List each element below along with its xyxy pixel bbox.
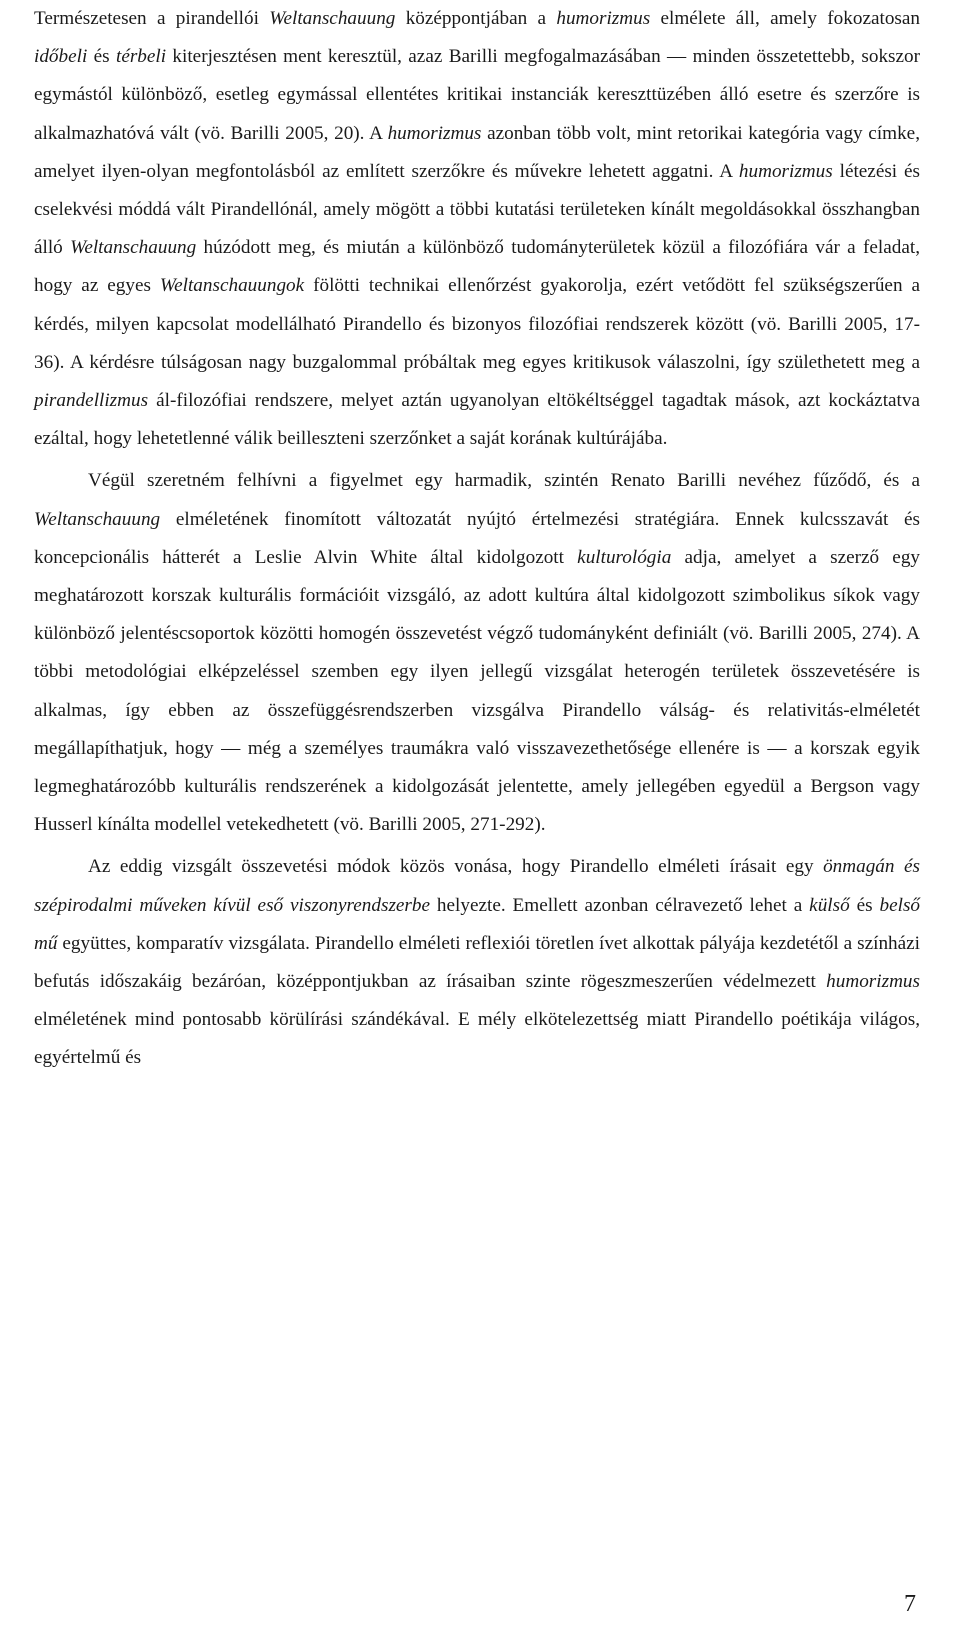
text-run: elméletének finomított változatát nyújtó értelmezési stratégiára. Ennek kulcsszavát és koncepcionális hátterét a Leslie Alvin White által kidolgozott bbox=[34, 508, 920, 568]
italic-text: időbeli bbox=[34, 46, 88, 68]
italic-text: Weltanschauung bbox=[70, 237, 197, 259]
text-run: adja, amelyet a szerző egy meghatározott korszak kulturális formációit vizsgáló, az adott kultúra által kidolgozott szimbolikus síkok vagy különböző jelentéscsoportok közötti homogén összevetést végző tudományként definiált (vö. Barilli 2005, 274). A többi metodológiai elképzeléssel szemben egy ilyen jellegű vizsgálat heterogén területek összevetésére is alkalmas, így ebben az összefüggésrendszerben vizsgálva Pirandello válság- és relativitás-elméletét megállapíthatjuk, hogy — még a személyes traumákra való visszavezethetősége ellenére is — a korszak egyik legmeghatározóbb kulturális rendszerének a kidolgozását jelentette, amely jellegében egyedül a Bergson vagy Husserl kínálta modellel vetekedhetett (vö. Barilli 2005, 271-292). bbox=[34, 546, 921, 836]
italic-text: Weltanschauungok bbox=[159, 275, 305, 297]
text-run: középpontjában a bbox=[395, 8, 557, 29]
italic-text: belső mű bbox=[34, 894, 921, 954]
italic-text: humorizmus bbox=[556, 8, 651, 29]
text-run: azonban több volt, mint retorikai kategória vagy címke, amelyet ilyen-olyan megfontolásból az említett szerzőkre és művekre lehetett aggatni. A bbox=[34, 122, 920, 182]
text-run: együttes, komparatív vizsgálata. Pirandello elméleti reflexiói töretlen ívet alkottak pályája kezdetétől a színházi befutás időszakáig bezáróan, középpontjukban az írásaiban szinte rögeszmeszerűen védelmezett bbox=[34, 932, 920, 993]
text-run: elmélete áll, amely fokozatosan bbox=[650, 8, 920, 29]
italic-text: Weltanschauung bbox=[269, 8, 396, 29]
text-run: Az eddig vizsgált összevetési módok közös vonása, hogy Pirandello elméleti írásait egy bbox=[88, 856, 824, 878]
text-run: és bbox=[849, 894, 880, 916]
paragraph bbox=[34, 0, 920, 458]
text-run: helyezte. Emellett azonban célravezető lehet a bbox=[430, 894, 810, 916]
text-run: fölötti technikai ellenőrzést gyakorolja, ezért vetődött fel szükségszerűen a kérdés, milyen kapcsolat modellálható Pirandello és bizonyos filozófiai rendszerek között (vö. Barilli 2005, 17-36). A kérdésre túlságosan nagy buzgalommal próbáltak meg egyes kritikusok válaszolni, így születhetett meg a bbox=[34, 275, 920, 373]
italic-text: kulturológia bbox=[577, 546, 672, 568]
italic-text: térbeli bbox=[115, 46, 167, 68]
page-number: 7 bbox=[904, 1591, 916, 1617]
text-run: húzódott meg, és miután a különböző tudományterületek közül a filozófiára vár a feladat, hogy az egyes bbox=[34, 237, 920, 297]
text-run: és bbox=[87, 46, 116, 68]
paragraph bbox=[34, 848, 920, 1077]
text-run: Természetesen a pirandellói bbox=[34, 8, 270, 29]
text-run: kiterjesztésen ment keresztül, azaz Barilli megfogalmazásában — minden összetettebb, sokszor egymástól különböző, esetleg egymással ellentétes kritikai instanciák kereszttüzében álló esetre és szerzőre is alkalmazhatóvá vált (vö. Barilli 2005, 20). A bbox=[34, 46, 921, 144]
italic-text: humorizmus bbox=[738, 160, 833, 182]
text-run: elméletének mind pontosabb körülírási szándékával. E mély elkötelezettség miatt Pirandello poétikája világos, egyértelmű és bbox=[34, 1009, 920, 1069]
text-run: Végül szeretném felhívni a figyelmet egy harmadik, szintén Renato Barilli nevéhez fűződő, és a bbox=[88, 470, 920, 492]
italic-text: Weltanschauung bbox=[34, 508, 161, 530]
italic-text: humorizmus bbox=[826, 971, 920, 993]
document-page bbox=[34, 0, 920, 1078]
text-run: ál-filozófiai rendszere, melyet aztán ugyanolyan eltökéltséggel tagadtak mások, azt kockáztatva ezáltal, hogy lehetetlenné válik beilleszteni szerzőnket a saját korának kultúrájába. bbox=[34, 390, 920, 450]
italic-text: külső bbox=[809, 894, 850, 916]
text-run: létezési és cselekvési móddá vált Pirandellónál, amely mögött a többi kutatási területeken kínált megoldásokkal összhangban álló bbox=[34, 160, 921, 259]
paragraph bbox=[34, 462, 920, 844]
italic-text: önmagán és szépirodalmi műveken kívül eső viszonyrendszerbe bbox=[34, 856, 921, 916]
italic-text: humorizmus bbox=[387, 122, 482, 144]
italic-text: pirandellizmus bbox=[34, 390, 149, 412]
